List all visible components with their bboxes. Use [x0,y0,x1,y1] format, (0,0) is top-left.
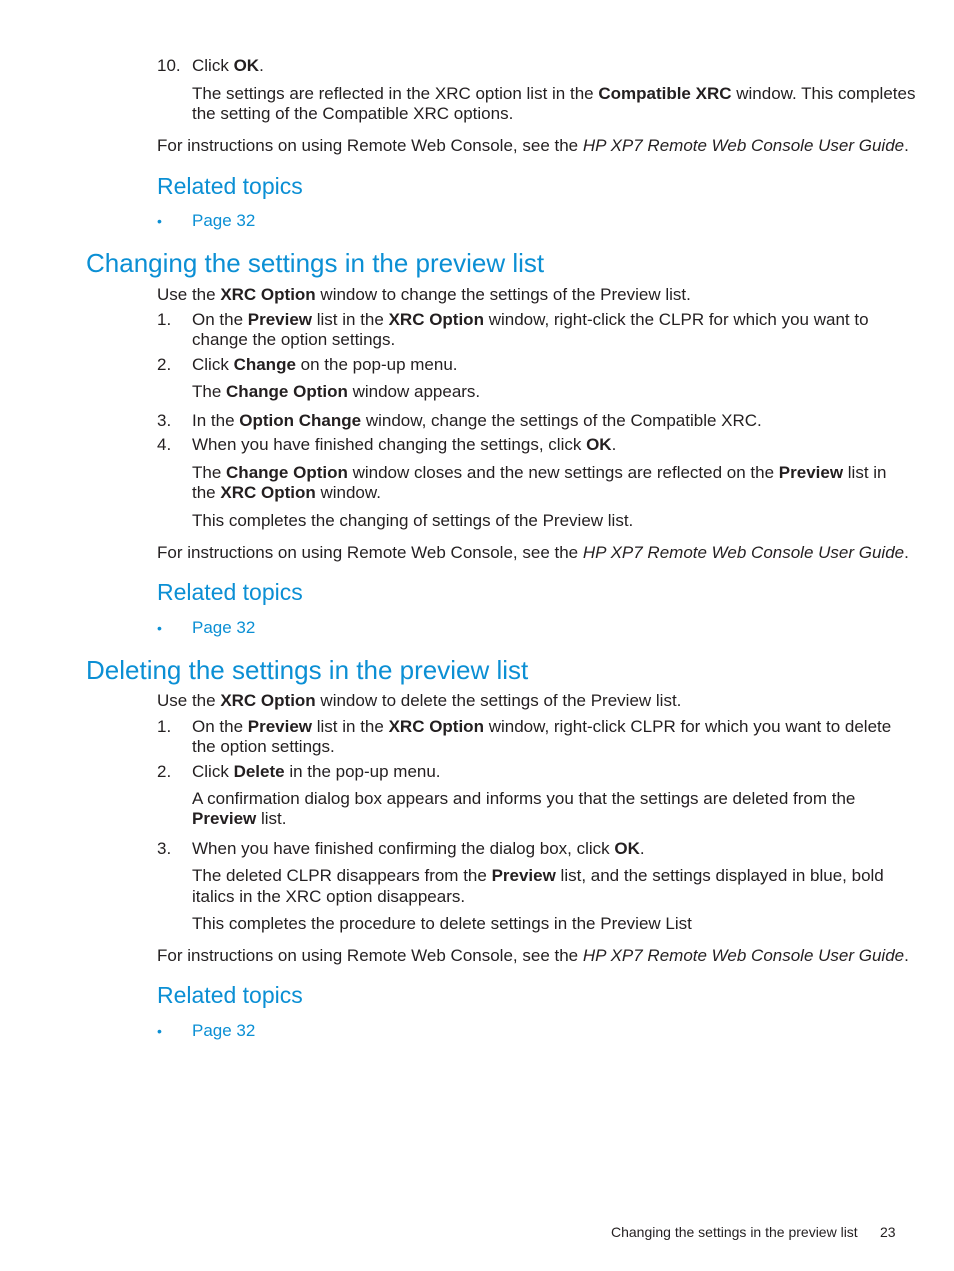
ui-term: Change [233,355,296,374]
text: list in [843,463,887,482]
step-text [192,56,264,76]
ui-term: XRC Option [388,717,484,736]
ui-term: OK [614,839,640,858]
ui-term: XRC Option [220,483,316,502]
step-conclusion: This completes the procedure to delete settings in the Preview List [192,914,692,933]
ui-term: Preview [491,866,556,885]
text: list. [256,809,287,828]
text: window, change the settings of the Compatible XRC. [361,411,762,430]
guide-title: HP XP7 Remote Web Console User Guide [582,543,905,562]
text: When you have finished confirming the dialog box, click [192,839,615,858]
text: . [904,543,909,562]
ui-term: XRC Option [220,285,316,304]
section-intro [157,285,691,305]
ui-term: Delete [233,762,285,781]
text: window to change the settings of the Preview list. [315,285,691,304]
related-link-page[interactable]: Page 32 [192,618,256,637]
page-number: 23 [880,1224,896,1240]
text: window. [315,483,381,502]
text: Click [192,762,234,781]
step-text-cont: change the option settings. [192,330,396,349]
ui-term: Preview [247,310,313,329]
rwc-note [157,946,909,966]
text: The [192,463,227,482]
text: For instructions on using Remote Web Console, see the [157,136,583,155]
related-link-page[interactable]: Page 32 [192,1021,256,1040]
related-link-page[interactable]: Page 32 [192,211,256,230]
bullet: • [157,620,162,636]
step-number: 2. [157,355,172,374]
text: . [259,56,264,75]
step-text [192,762,441,782]
related-topics-heading: Related topics [157,173,303,199]
step-text [192,717,891,737]
ui-term: Preview [778,463,844,482]
step-result [192,463,887,483]
related-topics-heading: Related topics [157,579,303,605]
text: window closes and the new settings are reflected on the [347,463,779,482]
step-text-cont: the option settings. [192,737,335,756]
ui-term: XRC Option [388,310,484,329]
step-number: 4. [157,435,172,454]
text: Use the [157,285,221,304]
text: on the pop-up menu. [295,355,458,374]
guide-title: HP XP7 Remote Web Console User Guide [582,136,905,155]
text: . [904,946,909,965]
footer-title: Changing the settings in the preview list [611,1224,858,1240]
ui-term: Option Change [239,411,362,430]
text: Click [192,355,234,374]
section-intro [157,691,681,711]
rwc-note [157,543,909,563]
step-result-cont: italics in the XRC option disappears. [192,887,466,906]
ui-term: Preview [247,717,313,736]
step-number: 1. [157,717,172,736]
step-number: 1. [157,310,172,329]
step-result-cont [192,483,381,503]
text: The deleted CLPR disappears from the [192,866,492,885]
step-number: 3. [157,839,172,858]
text: window, right-click CLPR for which you want to delete [483,717,892,736]
text: window. This completes [731,84,916,103]
text: list, and the settings displayed in blue, bold [555,866,884,885]
step-text [192,411,762,431]
ui-term: Change Option [226,463,348,482]
step-number: 2. [157,762,172,781]
step-result [192,866,884,886]
text: window to delete the settings of the Preview list. [315,691,682,710]
step-result-cont [192,809,287,829]
text: The settings are reflected in the XRC option list in the [192,84,599,103]
section-heading-deleting: Deleting the settings in the preview list [86,655,529,685]
text: in the pop-up menu. [284,762,441,781]
ui-term: OK [233,56,260,75]
text: list in the [312,717,389,736]
text: . [639,839,645,858]
text: the [192,483,221,502]
text: list in the [312,310,389,329]
related-topics-heading: Related topics [157,982,303,1008]
step-result-cont: the setting of the Compatible XRC options. [192,104,514,123]
text: When you have finished changing the settings, click [192,435,587,454]
ui-term: XRC Option [220,691,316,710]
step-number: 3. [157,411,172,430]
text: window appears. [347,382,481,401]
step-number: 10. [157,56,181,75]
ui-term: Change Option [226,382,348,401]
text: On the [192,310,248,329]
text: For instructions on using Remote Web Console, see the [157,946,583,965]
step-text [192,839,645,859]
text: Use the [157,691,221,710]
text: Click [192,56,234,75]
text: . [611,435,617,454]
step-result: A confirmation dialog box appears and informs you that the settings are deleted from the [192,789,856,808]
ui-term: Preview [192,809,257,828]
step-text [192,435,616,455]
guide-title: HP XP7 Remote Web Console User Guide [582,946,905,965]
ui-term: OK [586,435,612,454]
section-heading-changing: Changing the settings in the preview list [86,248,545,278]
step-result [192,382,480,402]
text: window, right-click the CLPR for which you want to [483,310,869,329]
step-result [192,84,915,104]
step-conclusion: This completes the changing of settings of the Preview list. [192,511,634,530]
rwc-note [157,136,909,156]
text: In the [192,411,240,430]
step-text [192,310,869,330]
bullet: • [157,213,162,229]
text: For instructions on using Remote Web Console, see the [157,543,583,562]
text: On the [192,717,248,736]
text: . [904,136,909,155]
ui-term: Compatible XRC [598,84,732,103]
text: The [192,382,227,401]
bullet: • [157,1023,162,1039]
step-text [192,355,458,375]
